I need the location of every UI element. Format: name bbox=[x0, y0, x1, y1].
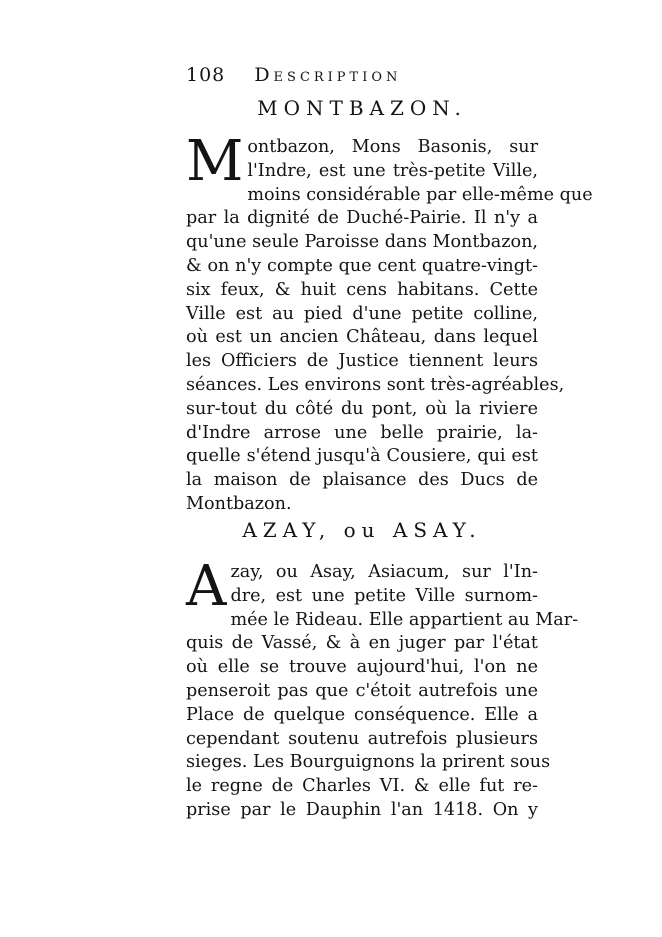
text-line: mée le Rideau. Elle appartient au Mar- bbox=[230, 609, 579, 630]
text-line: cependant soutenu autrefois plusieurs bbox=[186, 728, 538, 749]
text-line: zay, ou Asay, Asiacum, sur l'In- bbox=[230, 562, 538, 582]
text-line: dre, est une petite Ville surnom- bbox=[230, 585, 538, 606]
dropcap: M bbox=[186, 129, 244, 194]
text-line: & on n'y compte que cent quatre-vingt- bbox=[186, 255, 538, 276]
text-line: six feux, & huit cens habitans. Cette bbox=[186, 279, 538, 300]
text-line: penseroit pas que c'étoit autrefois une bbox=[186, 680, 538, 701]
text-line: quis de Vassé, & à en juger par l'état bbox=[186, 633, 538, 654]
text-line: la maison de plaisance des Ducs de bbox=[186, 470, 538, 491]
section-title-montbazon: MONTBAZON. bbox=[257, 96, 467, 120]
text-line: les Officiers de Justice tiennent leurs bbox=[186, 351, 538, 372]
section-body-montbazon bbox=[186, 129, 593, 517]
text-line: par la dignité de Duché-Pairie. Il n'y a bbox=[186, 208, 538, 229]
text-line: Place de quelque conséquence. Elle a bbox=[186, 704, 538, 725]
text-line: moins considérable par elle-même que bbox=[247, 184, 593, 205]
text-line: sieges. Les Bourguignons la prirent sous bbox=[186, 752, 551, 773]
text-line: Montbazon. bbox=[186, 493, 292, 514]
text-line: où est un ancien Château, dans lequel bbox=[186, 327, 538, 348]
text-line: qu'une seule Paroisse dans Montbazon, bbox=[186, 232, 538, 253]
text-line: ontbazon, Mons Basonis, sur bbox=[247, 137, 538, 157]
text-line: sur-tout du côté du pont, où la riviere bbox=[186, 398, 538, 419]
section-title-azay: AZAY, ou ASAY. bbox=[242, 518, 482, 542]
text-line: le regne de Charles VI. & elle fut re- bbox=[186, 776, 538, 797]
running-title: Description bbox=[254, 64, 402, 86]
section-body-azay bbox=[186, 554, 579, 823]
text-line: quelle s'étend jusqu'à Cousiere, qui est bbox=[186, 446, 538, 467]
text-line: d'Indre arrose une belle prairie, la- bbox=[186, 422, 538, 443]
text-line: où elle se trouve aujourd'hui, l'on ne bbox=[186, 657, 538, 678]
text-line: l'Indre, est une très-petite Ville, bbox=[247, 160, 538, 181]
page-number: 108 bbox=[186, 64, 226, 86]
dropcap: A bbox=[186, 554, 227, 619]
text-line: prise par le Dauphin l'an 1418. On y bbox=[186, 799, 538, 820]
text-line: Ville est au pied d'une petite colline, bbox=[186, 303, 538, 324]
text-line: séances. Les environs sont très-agréables, bbox=[186, 374, 565, 395]
running-head bbox=[186, 64, 546, 86]
